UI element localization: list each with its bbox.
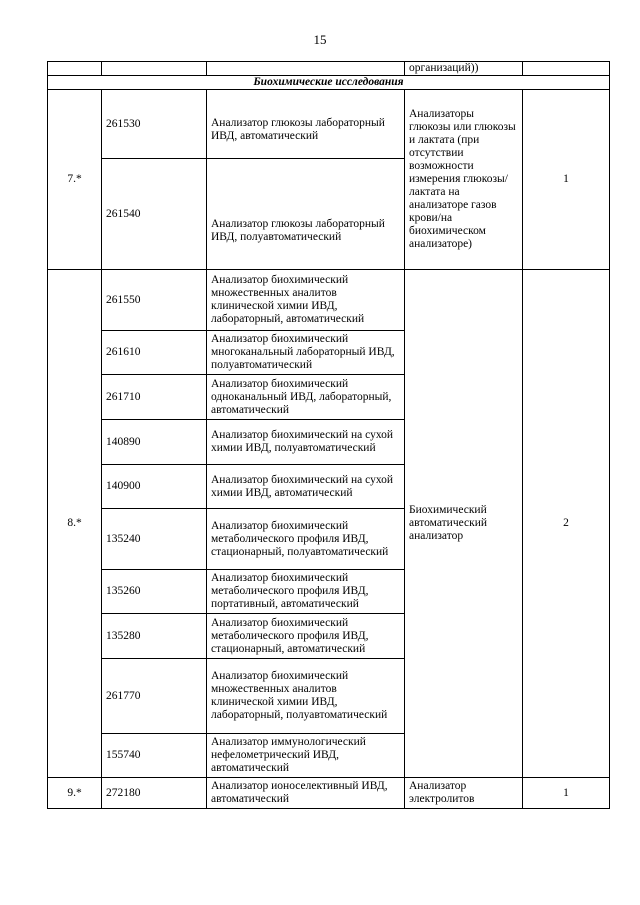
table-row xyxy=(48,778,610,809)
code-cell: 261540 xyxy=(102,159,207,270)
name-cell: Анализатор биохимический метаболического профиля ИВД, портативный, автоматический xyxy=(207,570,405,614)
name-cell: Анализатор ионоселективный ИВД, автоматический xyxy=(207,778,405,809)
name-cell: Анализатор биохимический многоканальный лабораторный ИВД, полуавтоматический xyxy=(207,331,405,375)
row-number: 7.* xyxy=(48,90,102,270)
group-cell: организаций)) xyxy=(405,62,523,76)
code-cell: 261610 xyxy=(102,331,207,375)
name-cell: Анализатор биохимический метаболического профиля ИВД, стационарный, полуавтоматический xyxy=(207,509,405,570)
code-cell: 261770 xyxy=(102,659,207,734)
code-cell: 140900 xyxy=(102,465,207,509)
table-cell xyxy=(207,62,405,76)
table-row xyxy=(48,90,610,159)
name-cell: Анализатор иммунологический нефелометрический ИВД, автоматический xyxy=(207,734,405,778)
code-cell: 261550 xyxy=(102,270,207,331)
table-cell xyxy=(523,62,610,76)
group-cell: Биохимический автоматический анализатор xyxy=(405,270,523,778)
group-cell: Анализаторы глюкозы или глюкозы и лактата (при отсутствии возможности измерения глюкозы/ лактата на анализаторе газов крови/на биохимическом анализаторе) xyxy=(405,90,523,270)
name-cell: Анализатор биохимический одноканальный ИВД, лабораторный, автоматический xyxy=(207,375,405,420)
quantity-cell: 1 xyxy=(523,778,610,809)
row-number: 8.* xyxy=(48,270,102,778)
table-row-continuation xyxy=(48,62,610,76)
code-cell: 261530 xyxy=(102,90,207,159)
name-cell: Анализатор биохимический метаболического профиля ИВД, стационарный, автоматический xyxy=(207,614,405,659)
table-row xyxy=(48,270,610,331)
name-cell: Анализатор биохимический множественных аналитов клинической химии ИВД, лабораторный, автоматический xyxy=(207,270,405,331)
section-title: Биохимические исследования xyxy=(48,76,610,90)
quantity-cell: 2 xyxy=(523,270,610,778)
code-cell: 261710 xyxy=(102,375,207,420)
name-cell: Анализатор биохимический на сухой химии ИВД, автоматический xyxy=(207,465,405,509)
code-cell: 272180 xyxy=(102,778,207,809)
code-cell: 135280 xyxy=(102,614,207,659)
code-cell: 155740 xyxy=(102,734,207,778)
name-cell: Анализатор биохимический на сухой химии ИВД, полуавтоматический xyxy=(207,420,405,465)
group-cell: Анализатор электролитов xyxy=(405,778,523,809)
name-cell: Анализатор глюкозы лабораторный ИВД, автоматический xyxy=(207,90,405,159)
name-cell: Анализатор глюкозы лабораторный ИВД, полуавтоматический xyxy=(207,159,405,270)
code-cell: 140890 xyxy=(102,420,207,465)
equipment-table xyxy=(47,61,610,809)
row-number: 9.* xyxy=(48,778,102,809)
code-cell: 135260 xyxy=(102,570,207,614)
section-header-row xyxy=(48,76,610,90)
name-cell: Анализатор биохимический множественных аналитов клинической химии ИВД, лабораторный, полуавтоматический xyxy=(207,659,405,734)
quantity-cell: 1 xyxy=(523,90,610,270)
page-number: 15 xyxy=(313,32,327,47)
table-cell xyxy=(102,62,207,76)
table-cell xyxy=(48,62,102,76)
code-cell: 135240 xyxy=(102,509,207,570)
